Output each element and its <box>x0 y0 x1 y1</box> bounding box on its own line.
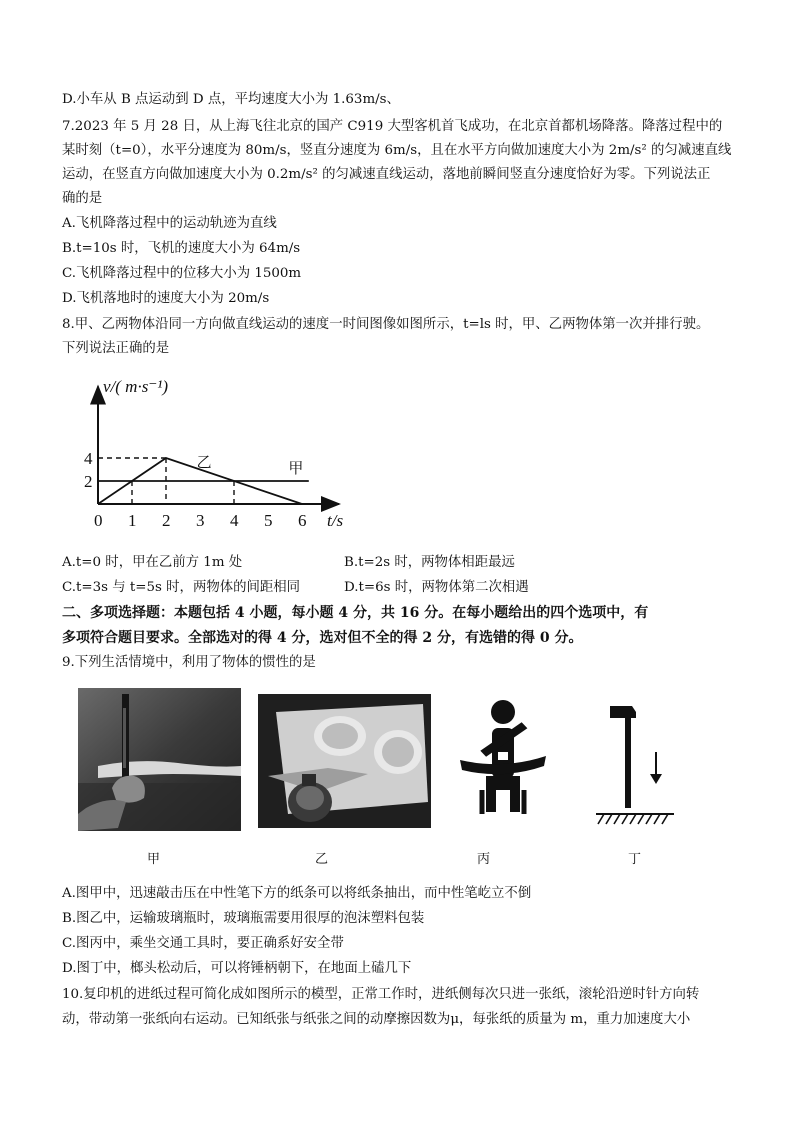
q8-stem-line1: 8.甲、乙两物体沿同一方向做直线运动的速度一时间图像如图所示，t=ls 时，甲、乙两物体第一次并排行驶。 <box>62 317 710 332</box>
q7-option-d: D.飞机落地时的速度大小为 20m/s <box>62 291 270 306</box>
x-tick-label: 1 <box>128 511 137 530</box>
caption-ding: 丁 <box>628 852 642 867</box>
q9-option-b: B.图乙中，运输玻璃瓶时，玻璃瓶需要用很厚的泡沫塑料包装 <box>62 911 425 926</box>
q7-option-a: A.飞机降落过程中的运动轨迹为直线 <box>62 216 277 231</box>
x-tick-label: 2 <box>162 511 171 530</box>
x-tick-label: 0 <box>94 511 103 530</box>
section2-heading-line1: 二、多项选择题：本题包括 4 小题，每小题 4 分，共 16 分。在每小题给出的四个选项中，有 <box>62 605 649 621</box>
q10-stem-line2: 动，带动第一张纸向右运动。已知纸张与纸张之间的动摩擦因数为μ，每张纸的质量为 m，重力加速度大小 <box>62 1012 691 1027</box>
q9-option-c: C.图丙中，乘坐交通工具时，要正确系好安全带 <box>62 936 344 951</box>
vt-graph <box>80 364 370 542</box>
q7-stem-line3: 运动，在竖直方向做加速度大小为 0.2m/s² 的匀减速直线运动，落地前瞬间竖直分速度恰好为零。下列说法正 <box>62 167 711 182</box>
x-tick-label: 3 <box>196 511 205 530</box>
q7-stem-line1: 7.2023 年 5 月 28 日，从上海飞往北京的国产 C919 大型客机首飞成功，在北京首都机场降落。降落过程中的 <box>62 119 723 134</box>
q10-stem-line1: 10.复印机的进纸过程可简化成如图所示的模型，正常工作时，进纸侧每次只进一张纸，滚轮沿逆时针方向转 <box>62 987 700 1002</box>
q9-option-d: D.图丁中，榔头松动后，可以将锤柄朝下，在地面上磕几下 <box>62 961 412 976</box>
y-tick-label: 2 <box>84 472 93 491</box>
q7-option-c: C.飞机降落过程中的位移大小为 1500m <box>62 266 302 281</box>
x-tick-label: 5 <box>264 511 273 530</box>
x-tick-label: 4 <box>230 511 239 530</box>
q7-option-b: B.t=10s 时，飞机的速度大小为 64m/s <box>62 241 301 256</box>
photo-bottle-in-foam <box>258 694 431 828</box>
q7-stem-line2: 某时刻（t=0），水平分速度为 80m/s，竖直分速度为 6m/s，且在水平方向做加速度大小为 2m/s² 的匀减速直线 <box>62 143 732 158</box>
x-axis-label: t/s <box>327 511 344 530</box>
series-yi-label: 乙 <box>196 454 212 471</box>
caption-bing: 丙 <box>477 852 491 867</box>
y-axis-label: v/( m·s⁻¹) <box>103 377 169 396</box>
photo-pen-on-paper-strip <box>78 688 241 831</box>
q9-stem: 9.下列生活情境中，利用了物体的惯性的是 <box>62 655 316 670</box>
seatbelt-icon <box>458 694 548 824</box>
q6-option-d: D.小车从 B 点运动到 D 点，平均速度大小为 1.63m/s、 <box>62 92 400 107</box>
x-tick-label: 6 <box>298 511 307 530</box>
hammer-icon <box>592 700 676 830</box>
q8-option-c: C.t=3s 与 t=5s 时，两物体的间距相同 <box>62 580 301 595</box>
q8-option-b: B.t=2s 时，两物体相距最远 <box>344 555 515 570</box>
q8-option-d: D.t=6s 时，两物体第二次相遇 <box>344 580 529 595</box>
section2-heading-line2: 多项符合题目要求。全部选对的得 4 分，选对但不全的得 2 分，有选错的得 0 分。 <box>62 630 583 646</box>
q9-option-a: A.图甲中，迅速敲击压在中性笔下方的纸条可以将纸条抽出，而中性笔屹立不倒 <box>62 886 532 901</box>
y-tick-label: 4 <box>84 449 93 468</box>
caption-jia: 甲 <box>147 852 161 867</box>
q7-stem-line4: 确的是 <box>62 191 103 206</box>
caption-yi: 乙 <box>315 852 329 867</box>
q8-stem-line2: 下列说法正确的是 <box>62 341 170 356</box>
q8-option-a: A.t=0 时，甲在乙前方 1m 处 <box>62 555 243 570</box>
series-jia-label: 甲 <box>288 461 304 477</box>
